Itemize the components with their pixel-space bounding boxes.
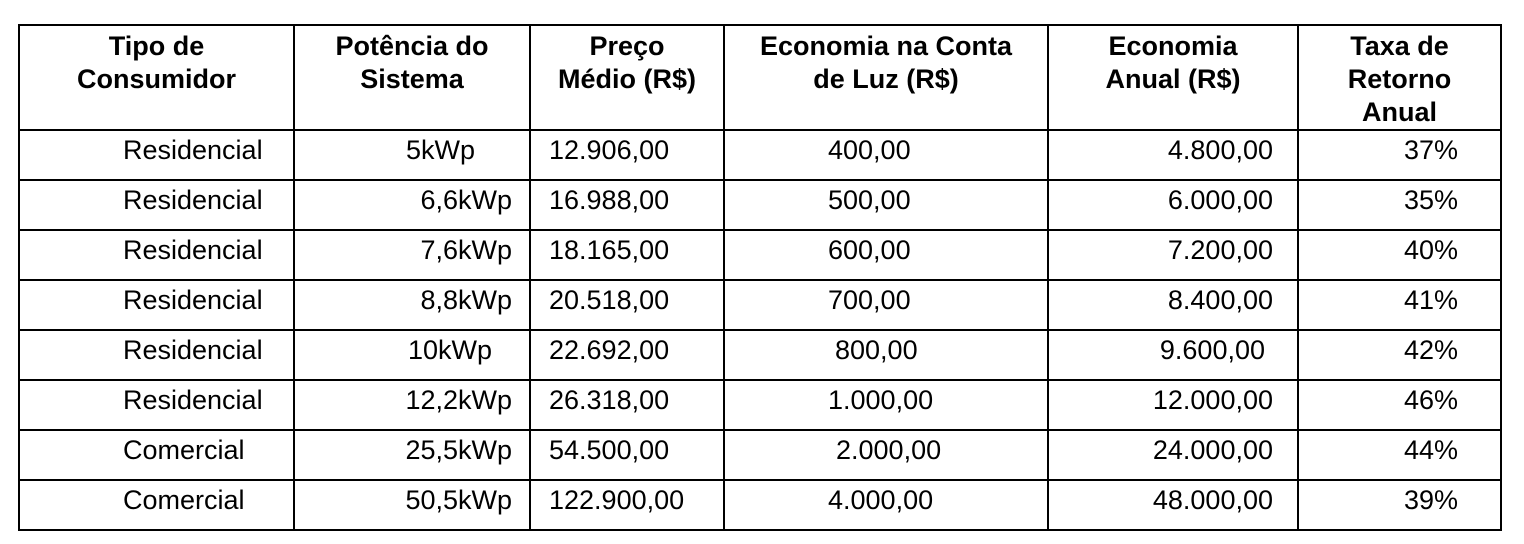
cell-tipo: Residencial xyxy=(19,380,294,430)
cell-economia-anual: 12.000,00 xyxy=(1048,380,1298,430)
cell-economia-conta: 400,00 xyxy=(724,130,1048,180)
cell-preco: 22.692,00 xyxy=(530,330,724,380)
cell-economia-anual: 9.600,00 xyxy=(1048,330,1298,380)
solar-pricing-table xyxy=(18,24,1502,531)
header-economia-conta-luz: Economia na Conta de Luz (R$) xyxy=(724,25,1048,130)
header-potencia-sistema: Potência do Sistema xyxy=(294,25,530,130)
cell-potencia: 25,5kWp xyxy=(294,430,530,480)
cell-taxa: 42% xyxy=(1298,330,1501,380)
table-row xyxy=(19,330,1501,380)
cell-taxa: 37% xyxy=(1298,130,1501,180)
cell-taxa: 41% xyxy=(1298,280,1501,330)
cell-tipo: Residencial xyxy=(19,330,294,380)
table-row xyxy=(19,180,1501,230)
cell-potencia: 8,8kWp xyxy=(294,280,530,330)
cell-taxa: 46% xyxy=(1298,380,1501,430)
header-preco-medio: Preço Médio (R$) xyxy=(530,25,724,130)
cell-potencia: 7,6kWp xyxy=(294,230,530,280)
cell-potencia: 10kWp xyxy=(294,330,530,380)
table-row xyxy=(19,280,1501,330)
cell-tipo: Comercial xyxy=(19,480,294,530)
cell-economia-anual: 48.000,00 xyxy=(1048,480,1298,530)
cell-taxa: 44% xyxy=(1298,430,1501,480)
table-header-row xyxy=(19,25,1501,130)
cell-economia-anual: 24.000,00 xyxy=(1048,430,1298,480)
cell-economia-conta: 800,00 xyxy=(724,330,1048,380)
cell-potencia: 12,2kWp xyxy=(294,380,530,430)
cell-preco: 20.518,00 xyxy=(530,280,724,330)
header-tipo-consumidor: Tipo de Consumidor xyxy=(19,25,294,130)
cell-tipo: Residencial xyxy=(19,280,294,330)
header-economia-anual: Economia Anual (R$) xyxy=(1048,25,1298,130)
table-row xyxy=(19,430,1501,480)
cell-tipo: Residencial xyxy=(19,130,294,180)
cell-preco: 26.318,00 xyxy=(530,380,724,430)
cell-preco: 54.500,00 xyxy=(530,430,724,480)
cell-economia-anual: 7.200,00 xyxy=(1048,230,1298,280)
cell-economia-anual: 6.000,00 xyxy=(1048,180,1298,230)
table-row xyxy=(19,480,1501,530)
cell-potencia: 6,6kWp xyxy=(294,180,530,230)
cell-preco: 12.906,00 xyxy=(530,130,724,180)
cell-tipo: Residencial xyxy=(19,230,294,280)
cell-preco: 18.165,00 xyxy=(530,230,724,280)
cell-tipo: Comercial xyxy=(19,430,294,480)
cell-potencia: 5kWp xyxy=(294,130,530,180)
cell-economia-conta: 600,00 xyxy=(724,230,1048,280)
table-row xyxy=(19,380,1501,430)
cell-economia-conta: 2.000,00 xyxy=(724,430,1048,480)
table-row xyxy=(19,130,1501,180)
cell-preco: 16.988,00 xyxy=(530,180,724,230)
cell-economia-conta: 1.000,00 xyxy=(724,380,1048,430)
cell-economia-conta: 700,00 xyxy=(724,280,1048,330)
cell-economia-anual: 4.800,00 xyxy=(1048,130,1298,180)
header-taxa-retorno: Taxa de Retorno Anual xyxy=(1298,25,1501,130)
cell-taxa: 35% xyxy=(1298,180,1501,230)
cell-preco: 122.900,00 xyxy=(530,480,724,530)
cell-economia-anual: 8.400,00 xyxy=(1048,280,1298,330)
cell-potencia: 50,5kWp xyxy=(294,480,530,530)
table-row xyxy=(19,230,1501,280)
cell-economia-conta: 4.000,00 xyxy=(724,480,1048,530)
cell-taxa: 40% xyxy=(1298,230,1501,280)
cell-taxa: 39% xyxy=(1298,480,1501,530)
cell-economia-conta: 500,00 xyxy=(724,180,1048,230)
cell-tipo: Residencial xyxy=(19,180,294,230)
